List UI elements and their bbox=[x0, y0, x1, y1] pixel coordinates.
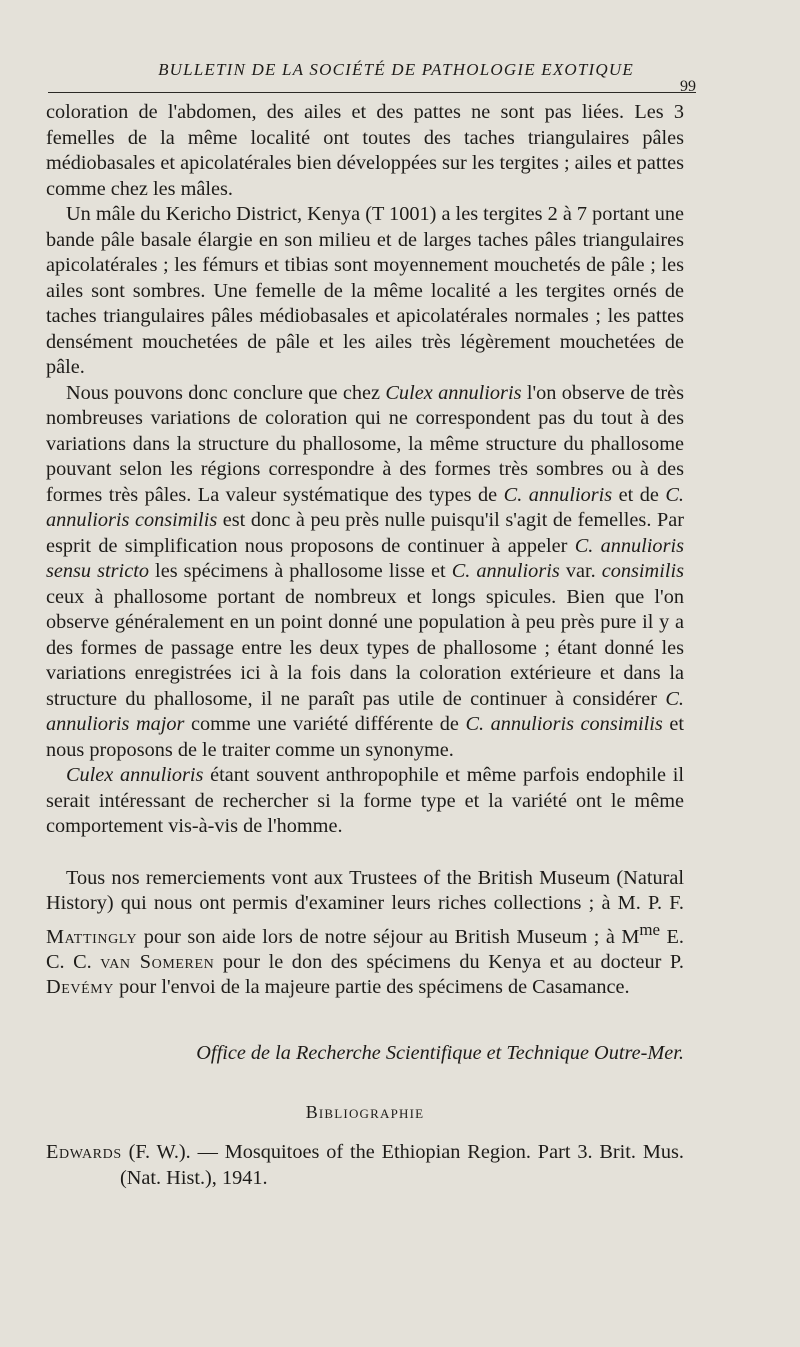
bibliography-heading: Bibliographie bbox=[305, 1102, 425, 1122]
reference-author: Edwards bbox=[46, 1141, 122, 1163]
acknowledgements-paragraph: Tous nos remerciements vont aux Trustees of the British Museum (Natural History) qui nous ont permis d'examiner leurs riches collections ; à M. P. F. Mattingly pour son aide lors de notre séjour au British Museum ; à $M^{me}$ E. C. C. van Someren pour le don des spécimens du Kenya et au docteur P. Devémy pour l'envoi de la majeure partie des spécimens de Casamance. bbox=[46, 866, 684, 999]
paragraph-4: Culex annulioris étant souvent anthropophile et même parfois endophile il serait intéressant de rechercher si la forme type et la variété ont le même comportement vis-à-vis de l'homme. bbox=[46, 764, 684, 837]
affiliation: Office de la Recherche Scientifique et Technique Outre-Mer. bbox=[196, 1042, 684, 1064]
bibliography-entry bbox=[46, 1140, 684, 1191]
paragraph-2: Un mâle du Kericho District, Kenya (T 1001) a les tergites 2 à 7 portant une bande pâle basale élargie en son milieu et de larges taches pâles triangulaires apicolatérales ; les fémurs et tibias sont moyennement mouchetés de pâle ; les ailes sont sombres. Une femelle de la même localité a les tergites ornés de taches triangulaires pâles médiobasales et apicolatérales normales ; les pattes densément mouchetées de pâle et les ailes très légèrement mouchetées de pâle. bbox=[46, 203, 684, 378]
paragraph-1: coloration de l'abdomen, des ailes et des pattes ne sont pas liées. Les 3 femelles de la même localité ont toutes des taches triangulaires pâles médiobasales et apicolatérales bien développées sur les tergites ; ailes et pattes comme chez les mâles. bbox=[46, 101, 684, 200]
reference-text: (F. W.). — Mosquitoes of the Ethiopian Region. Part 3. Brit. Mus. (Nat. Hist.), 1941. bbox=[120, 1141, 684, 1189]
body-text bbox=[46, 100, 684, 1001]
page-number: 99 bbox=[680, 78, 696, 95]
header-rule bbox=[48, 92, 696, 93]
paragraph-3: Nous pouvons donc conclure que chez Culex annulioris l'on observe de très nombreuses variations de coloration qui ne correspondent pas du tout à des variations dans la structure du phallosome, la même structure du phallosome pouvant selon les régions correspondre à des formes très sombres ou à des formes très pâles. La valeur systématique des types de C. annulioris et de C. annulioris consimilis est donc à peu près nulle puisqu'il s'agit de femelles. Par esprit de simplification nous proposons de continuer à appeler C. annulioris sensu stricto les spécimens à phallosome lisse et C. annulioris var. consimilis ceux à phallosome portant de nombreux et longs spicules. Bien que l'on observe généralement en un point donné une population à peu près pure il y a des formes de passage entre les deux types de phallosome ; étant donné les variations enregistrées ici à la fois dans la coloration extérieure et dans la structure du phallosome, il ne paraît pas utile de continuer à considérer C. annulioris major comme une variété différente de C. annulioris consimilis et nous proposons de le traiter comme un synonyme. bbox=[46, 381, 685, 761]
running-title: BULLETIN DE LA SOCIÉTÉ DE PATHOLOGIE EXOTIQUE bbox=[158, 60, 634, 79]
running-header bbox=[48, 60, 696, 94]
